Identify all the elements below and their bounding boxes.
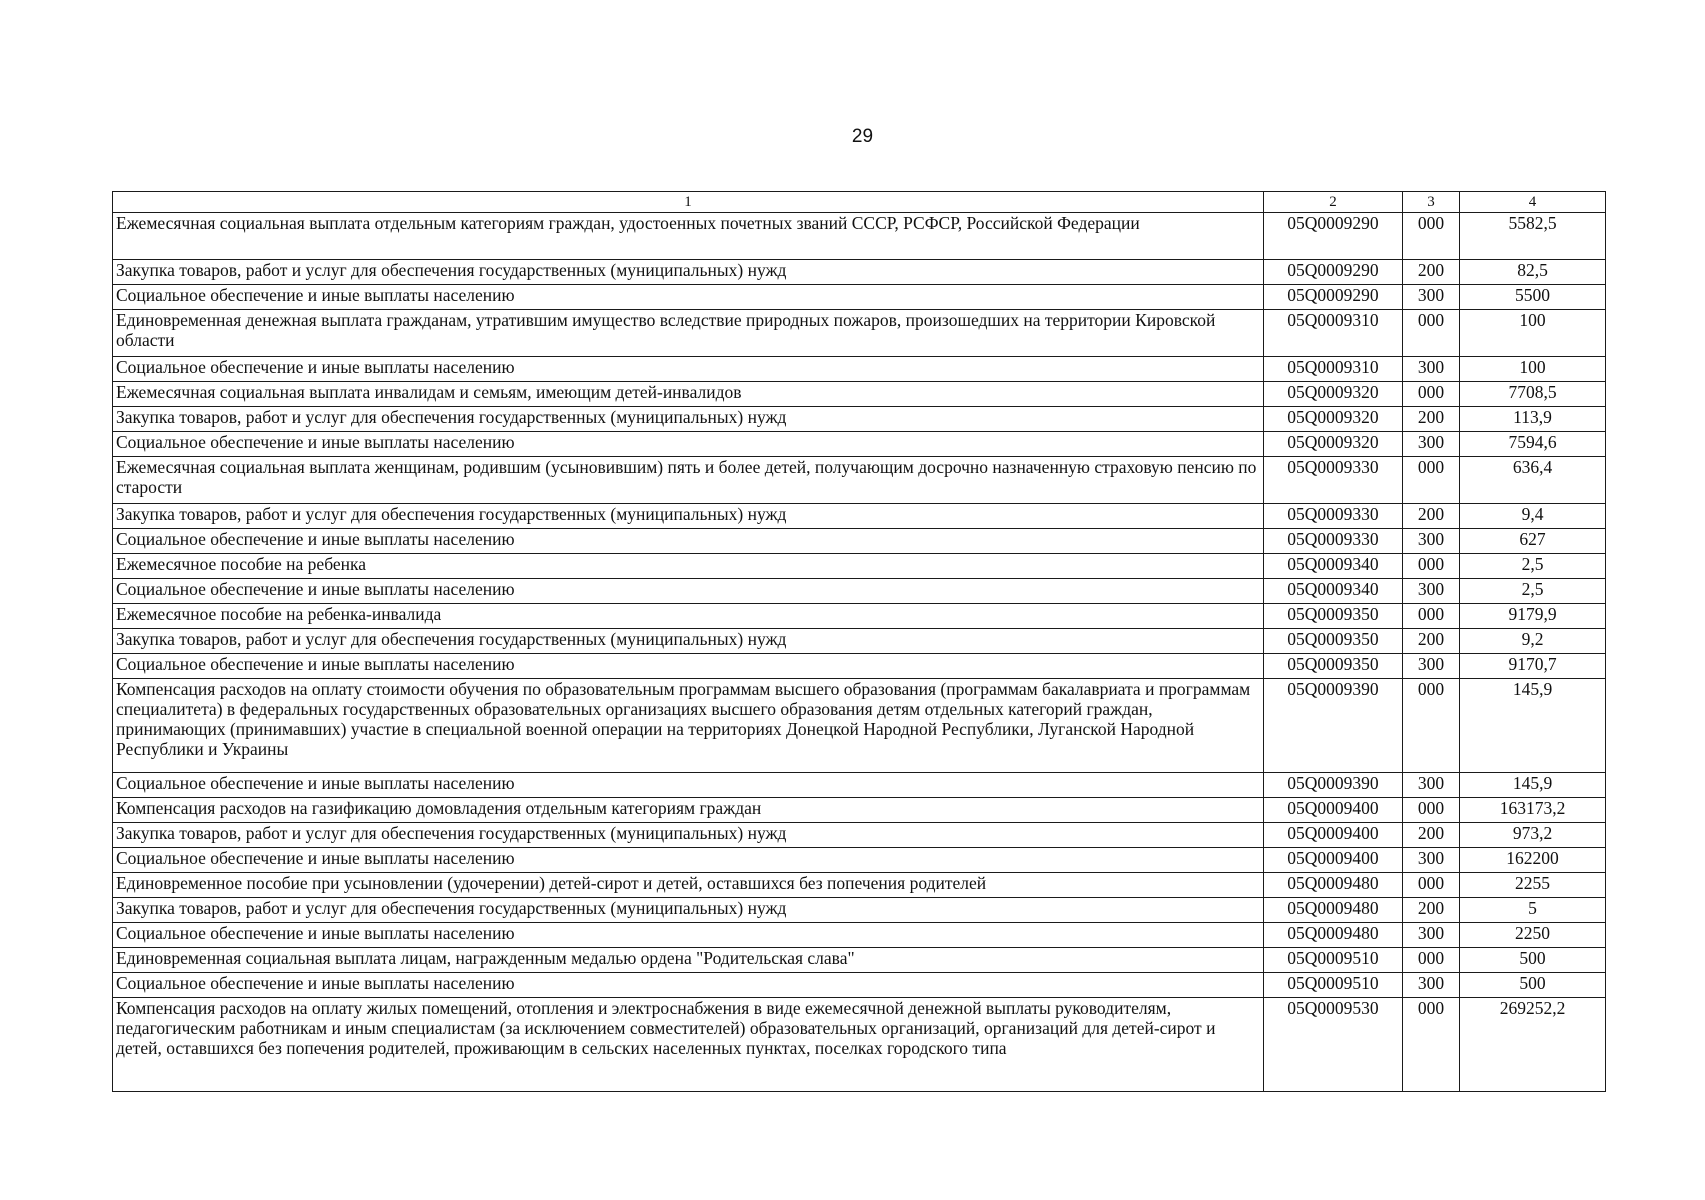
row-type: 000 bbox=[1403, 798, 1460, 823]
row-name: Закупка товаров, работ и услуг для обеспечения государственных (муниципальных) нужд bbox=[113, 407, 1264, 432]
row-code: 05Q0009310 bbox=[1264, 357, 1403, 382]
row-amount: 636,4 bbox=[1460, 457, 1606, 504]
row-name: Компенсация расходов на газификацию домовладения отдельным категориям граждан bbox=[113, 798, 1264, 823]
column-header-3: 3 bbox=[1403, 192, 1460, 213]
row-name: Закупка товаров, работ и услуг для обеспечения государственных (муниципальных) нужд bbox=[113, 898, 1264, 923]
table-row bbox=[113, 504, 1606, 529]
row-name: Единовременная социальная выплата лицам, награжденным медалью ордена "Родительская слава" bbox=[113, 948, 1264, 973]
table-row bbox=[113, 848, 1606, 873]
row-code: 05Q0009480 bbox=[1264, 898, 1403, 923]
row-code: 05Q0009290 bbox=[1264, 213, 1403, 260]
row-name: Социальное обеспечение и иные выплаты населению bbox=[113, 579, 1264, 604]
row-amount: 973,2 bbox=[1460, 823, 1606, 848]
row-type: 300 bbox=[1403, 923, 1460, 948]
row-code: 05Q0009320 bbox=[1264, 432, 1403, 457]
table-row bbox=[113, 629, 1606, 654]
table-row bbox=[113, 382, 1606, 407]
row-type: 300 bbox=[1403, 529, 1460, 554]
row-type: 200 bbox=[1403, 898, 1460, 923]
row-amount: 9,2 bbox=[1460, 629, 1606, 654]
row-amount: 145,9 bbox=[1460, 679, 1606, 773]
row-amount: 9,4 bbox=[1460, 504, 1606, 529]
row-type: 000 bbox=[1403, 310, 1460, 357]
row-type: 300 bbox=[1403, 432, 1460, 457]
row-amount: 2,5 bbox=[1460, 579, 1606, 604]
page-number: 29 bbox=[851, 126, 874, 147]
row-amount: 5500 bbox=[1460, 285, 1606, 310]
table-row bbox=[113, 529, 1606, 554]
row-type: 200 bbox=[1403, 629, 1460, 654]
row-name: Социальное обеспечение и иные выплаты населению bbox=[113, 529, 1264, 554]
row-amount: 9170,7 bbox=[1460, 654, 1606, 679]
row-name: Закупка товаров, работ и услуг для обеспечения государственных (муниципальных) нужд bbox=[113, 823, 1264, 848]
row-type: 000 bbox=[1403, 457, 1460, 504]
row-amount: 82,5 bbox=[1460, 260, 1606, 285]
table-row bbox=[113, 260, 1606, 285]
row-code: 05Q0009320 bbox=[1264, 382, 1403, 407]
header-row bbox=[113, 192, 1606, 213]
row-name: Единовременная денежная выплата гражданам, утратившим имущество вследствие природных пожаров, произошедших на территории Кировской области bbox=[113, 310, 1264, 357]
row-type: 300 bbox=[1403, 848, 1460, 873]
table-body bbox=[113, 213, 1606, 1092]
table-row bbox=[113, 285, 1606, 310]
row-amount: 5582,5 bbox=[1460, 213, 1606, 260]
table-row bbox=[113, 679, 1606, 773]
row-amount: 100 bbox=[1460, 357, 1606, 382]
row-amount: 2,5 bbox=[1460, 554, 1606, 579]
row-code: 05Q0009480 bbox=[1264, 923, 1403, 948]
row-amount: 100 bbox=[1460, 310, 1606, 357]
table-row bbox=[113, 407, 1606, 432]
row-type: 200 bbox=[1403, 504, 1460, 529]
row-type: 200 bbox=[1403, 407, 1460, 432]
row-name: Закупка товаров, работ и услуг для обеспечения государственных (муниципальных) нужд bbox=[113, 629, 1264, 654]
table-row bbox=[113, 898, 1606, 923]
row-name: Ежемесячная социальная выплата отдельным категориям граждан, удостоенных почетных званий СССР, РСФСР, Российской Федерации bbox=[113, 213, 1264, 260]
row-code: 05Q0009330 bbox=[1264, 457, 1403, 504]
row-amount: 145,9 bbox=[1460, 773, 1606, 798]
row-amount: 162200 bbox=[1460, 848, 1606, 873]
row-code: 05Q0009350 bbox=[1264, 654, 1403, 679]
row-amount: 269252,2 bbox=[1460, 998, 1606, 1092]
row-name: Социальное обеспечение и иные выплаты населению bbox=[113, 923, 1264, 948]
row-code: 05Q0009340 bbox=[1264, 579, 1403, 604]
row-type: 000 bbox=[1403, 213, 1460, 260]
table-row bbox=[113, 432, 1606, 457]
row-code: 05Q0009290 bbox=[1264, 260, 1403, 285]
table-row bbox=[113, 973, 1606, 998]
row-type: 300 bbox=[1403, 285, 1460, 310]
row-type: 200 bbox=[1403, 260, 1460, 285]
row-name: Закупка товаров, работ и услуг для обеспечения государственных (муниципальных) нужд bbox=[113, 504, 1264, 529]
row-name: Социальное обеспечение и иные выплаты населению bbox=[113, 773, 1264, 798]
row-name: Социальное обеспечение и иные выплаты населению bbox=[113, 848, 1264, 873]
row-type: 000 bbox=[1403, 554, 1460, 579]
row-name: Компенсация расходов на оплату жилых помещений, отопления и электроснабжения в виде ежемесячной денежной выплаты руководителям, педагогическим работникам и иным специалистам (за исключением совместителей) образовательных организаций, организаций для детей-сирот и детей, оставшихся без попечения родителей, проживающим в сельских населенных пунктах, поселках городского типа bbox=[113, 998, 1264, 1092]
row-type: 000 bbox=[1403, 382, 1460, 407]
table-row bbox=[113, 798, 1606, 823]
row-code: 05Q0009510 bbox=[1264, 973, 1403, 998]
row-amount: 5 bbox=[1460, 898, 1606, 923]
row-type: 000 bbox=[1403, 604, 1460, 629]
row-amount: 2250 bbox=[1460, 923, 1606, 948]
row-type: 200 bbox=[1403, 823, 1460, 848]
table-row bbox=[113, 773, 1606, 798]
row-name: Ежемесячное пособие на ребенка-инвалида bbox=[113, 604, 1264, 629]
row-code: 05Q0009480 bbox=[1264, 873, 1403, 898]
table-row bbox=[113, 873, 1606, 898]
row-code: 05Q0009390 bbox=[1264, 679, 1403, 773]
table-row bbox=[113, 998, 1606, 1092]
row-name: Ежемесячная социальная выплата инвалидам и семьям, имеющим детей-инвалидов bbox=[113, 382, 1264, 407]
row-type: 000 bbox=[1403, 998, 1460, 1092]
row-code: 05Q0009330 bbox=[1264, 529, 1403, 554]
row-code: 05Q0009350 bbox=[1264, 629, 1403, 654]
row-code: 05Q0009290 bbox=[1264, 285, 1403, 310]
row-name: Единовременное пособие при усыновлении (удочерении) детей-сирот и детей, оставшихся без попечения родителей bbox=[113, 873, 1264, 898]
row-type: 300 bbox=[1403, 654, 1460, 679]
row-code: 05Q0009400 bbox=[1264, 798, 1403, 823]
row-name: Ежемесячная социальная выплата женщинам, родившим (усыновившим) пять и более детей, получающим досрочно назначенную страховую пенсию по старости bbox=[113, 457, 1264, 504]
row-code: 05Q0009350 bbox=[1264, 604, 1403, 629]
row-amount: 163173,2 bbox=[1460, 798, 1606, 823]
row-code: 05Q0009530 bbox=[1264, 998, 1403, 1092]
row-name: Социальное обеспечение и иные выплаты населению bbox=[113, 973, 1264, 998]
row-amount: 627 bbox=[1460, 529, 1606, 554]
row-code: 05Q0009320 bbox=[1264, 407, 1403, 432]
table-row bbox=[113, 604, 1606, 629]
row-name: Компенсация расходов на оплату стоимости обучения по образовательным программам высшего образования (программам бакалавриата и программам специалитета) в федеральных государственных образовательных организациях высшего образования детям отдельных категорий граждан, принимающих (принимавших) участие в специальной военной операции на территориях Донецкой Народной Республики, Луганской Народной Республики и Украины bbox=[113, 679, 1264, 773]
row-amount: 9179,9 bbox=[1460, 604, 1606, 629]
row-type: 000 bbox=[1403, 679, 1460, 773]
row-type: 300 bbox=[1403, 973, 1460, 998]
table-row bbox=[113, 948, 1606, 973]
row-name: Социальное обеспечение и иные выплаты населению bbox=[113, 285, 1264, 310]
row-name: Социальное обеспечение и иные выплаты населению bbox=[113, 357, 1264, 382]
column-header-1: 1 bbox=[113, 192, 1264, 213]
row-type: 300 bbox=[1403, 357, 1460, 382]
column-header-4: 4 bbox=[1460, 192, 1606, 213]
row-code: 05Q0009400 bbox=[1264, 823, 1403, 848]
table-row bbox=[113, 579, 1606, 604]
row-amount: 7708,5 bbox=[1460, 382, 1606, 407]
row-name: Социальное обеспечение и иные выплаты населению bbox=[113, 654, 1264, 679]
row-amount: 2255 bbox=[1460, 873, 1606, 898]
table-row bbox=[113, 923, 1606, 948]
row-amount: 500 bbox=[1460, 973, 1606, 998]
column-header-2: 2 bbox=[1264, 192, 1403, 213]
row-code: 05Q0009400 bbox=[1264, 848, 1403, 873]
table-row bbox=[113, 654, 1606, 679]
table-row bbox=[113, 357, 1606, 382]
row-name: Ежемесячное пособие на ребенка bbox=[113, 554, 1264, 579]
row-type: 300 bbox=[1403, 579, 1460, 604]
row-name: Закупка товаров, работ и услуг для обеспечения государственных (муниципальных) нужд bbox=[113, 260, 1264, 285]
row-amount: 113,9 bbox=[1460, 407, 1606, 432]
row-code: 05Q0009510 bbox=[1264, 948, 1403, 973]
row-amount: 500 bbox=[1460, 948, 1606, 973]
budget-table bbox=[112, 191, 1606, 1092]
row-code: 05Q0009310 bbox=[1264, 310, 1403, 357]
row-amount: 7594,6 bbox=[1460, 432, 1606, 457]
row-type: 300 bbox=[1403, 773, 1460, 798]
table-row bbox=[113, 310, 1606, 357]
table-row bbox=[113, 823, 1606, 848]
row-type: 000 bbox=[1403, 873, 1460, 898]
row-code: 05Q0009390 bbox=[1264, 773, 1403, 798]
table-row bbox=[113, 213, 1606, 260]
row-code: 05Q0009330 bbox=[1264, 504, 1403, 529]
row-type: 000 bbox=[1403, 948, 1460, 973]
table-row bbox=[113, 554, 1606, 579]
table-row bbox=[113, 457, 1606, 504]
row-code: 05Q0009340 bbox=[1264, 554, 1403, 579]
row-name: Социальное обеспечение и иные выплаты населению bbox=[113, 432, 1264, 457]
